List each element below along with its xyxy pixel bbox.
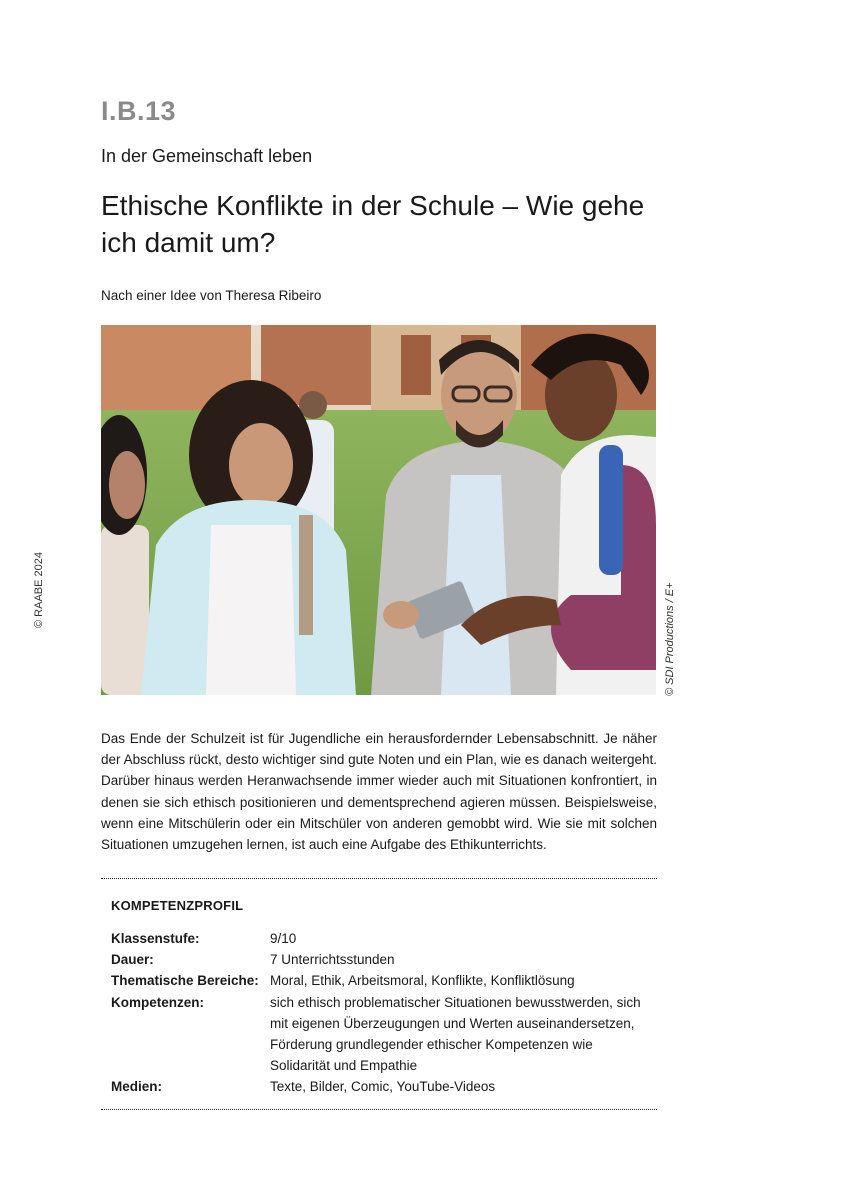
profile-value: Texte, Bilder, Comic, YouTube-Videos — [270, 1079, 496, 1095]
profile-row-competences — [111, 992, 651, 1077]
profile-label: Kompetenzen: — [111, 994, 205, 1010]
profile-row-topics — [111, 970, 651, 991]
author-byline: Nach einer Idee von Theresa Ribeiro — [101, 288, 322, 303]
side-copyright: © RAABE 2024 — [33, 552, 45, 628]
profile-label: Klassenstufe: — [111, 931, 200, 946]
profile-value: 9/10 — [270, 931, 297, 946]
profile-value: Moral, Ethik, Arbeitsmoral, Konflikte, Konfliktlösung — [270, 973, 575, 989]
profile-row-media — [111, 1076, 651, 1097]
profile-row-duration — [111, 949, 651, 970]
intro-paragraph: Das Ende der Schulzeit ist für Jugendliche ein herausfordernder Lebensabschnitt. Je näher der Abschluss rückt, desto wichtiger sind gute Noten und ein Plan, wie es danach weitergeht. Darüber hinaus werden Heranwachsende immer wieder auch mit Situationen konfrontiert, in denen sie sich ethisch positionieren und dementsprechend agieren müssen. Beispielsweise, wenn eine Mitschülerin oder ein Mitschüler von anderen gemobbt wird. Wie sie mit solchen Situationen umzugehen lernen, ist auch eine Aufgabe des Ethikunterrichts. — [101, 731, 657, 853]
photo-credit: © SDI Productions / E+ — [664, 582, 676, 696]
page-title: Ethische Konflikte in der Schule – Wie gehe ich damit um? — [101, 190, 645, 258]
document-code: I.B.13 — [101, 96, 177, 126]
divider-top — [101, 878, 657, 879]
profile-value: sich ethisch problematischer Situationen bewusstwerden, sich mit eigenen Überzeugungen und Werten auseinandersetzen, Förderung grundlegender ethischer Kompetenzen wie Solidarität und Empathie — [270, 994, 641, 1074]
profile-label: Medien: — [111, 1079, 163, 1095]
profile-label: Thematische Bereiche: — [111, 973, 259, 989]
profile-row-grade — [111, 928, 651, 949]
profile-heading: KOMPETENZPROFIL — [111, 898, 244, 913]
profile-value: 7 Unterrichtsstunden — [270, 952, 395, 968]
cover-photo — [101, 325, 656, 695]
divider-bottom — [101, 1109, 657, 1110]
section-kicker: In der Gemeinschaft leben — [101, 146, 313, 166]
profile-label: Dauer: — [111, 952, 154, 968]
competence-profile — [111, 928, 651, 1098]
cover-photo-illustration — [101, 325, 656, 695]
